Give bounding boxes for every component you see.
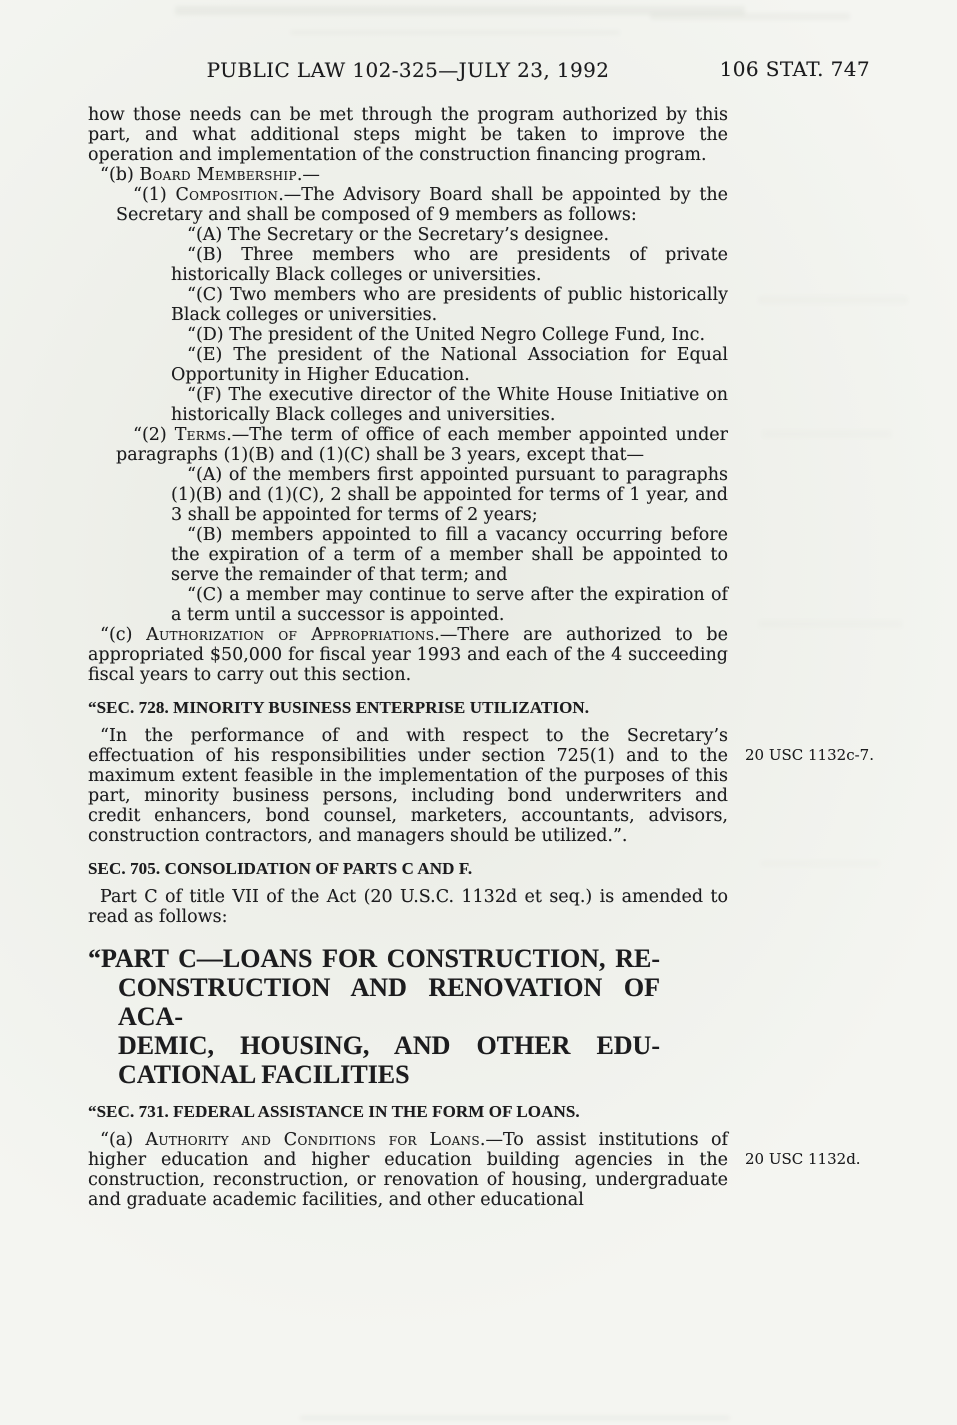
page-content: [88, 58, 728, 1210]
paragraph: [88, 105, 728, 165]
text-segment: “(F) The executive director of the White House Initiative on historically Black colleges and universities.: [171, 385, 728, 425]
scan-artifact: [175, 6, 745, 15]
paragraph: [171, 585, 728, 625]
text-segment: Part C of title VII of the Act (20 U.S.C. 1132d et seq.) is amended to read as follows:: [88, 887, 728, 927]
text-segment: .—The term of office of each member appointed under paragraphs (1)(B) and (1)(C) shall be 3 years, except that—: [116, 425, 728, 465]
text-segment: “SEC. 728. MINORITY BUSINESS ENTERPRISE UTILIZATION.: [88, 698, 590, 717]
statute-page-number: 106 STAT. 747: [719, 57, 870, 81]
section-heading: [88, 698, 728, 718]
text-segment: .—There are authorized to be appropriated $50,000 for fiscal year 1993 and each of the 4 succeeding fiscal years to carry out this section.: [88, 625, 728, 685]
text-segment: “(B) Three members who are presidents of private historically Black colleges or universities.: [171, 245, 728, 285]
part-heading-line: “PART C—LOANS FOR CONSTRUCTION, RE-: [88, 944, 660, 973]
paragraph: [171, 465, 728, 525]
scan-artifact: [758, 620, 903, 628]
text-segment: “(2): [133, 425, 175, 445]
paragraph: [88, 1130, 728, 1210]
text-segment: Composition: [175, 185, 279, 205]
text-segment: “SEC. 731. FEDERAL ASSISTANCE IN THE FORM OF LOANS.: [88, 1102, 580, 1121]
paragraph: [171, 345, 728, 385]
text-segment: “(A) of the members first appointed pursuant to paragraphs (1)(B) and (1)(C), 2 shall be appointed for terms of 1 year, and 3 shall be appointed for terms of 2 years;: [171, 465, 728, 525]
text-segment: .—To assist institutions of higher education and higher education building agencies in the construction, reconstruction, or renovation of housing, undergraduate and graduate academic facilities, and other educational: [88, 1130, 728, 1210]
paragraph: [116, 425, 728, 465]
text-segment: Authorization of Appropriations: [146, 625, 435, 645]
text-segment: Board Membership: [139, 165, 297, 185]
margin-note: 20 USC 1132c-7.: [745, 746, 874, 764]
scan-artifact: [300, 1416, 730, 1420]
part-heading-line: CONSTRUCTION AND RENOVATION OF ACA-: [118, 973, 660, 1031]
paragraph: [88, 625, 728, 685]
paragraph: [171, 245, 728, 285]
part-heading-line: CATIONAL FACILITIES: [118, 1060, 410, 1089]
text-segment: .—The Advisory Board shall be appointed by the Secretary and shall be composed of 9 members as follows:: [116, 185, 728, 225]
scan-artifact: [762, 430, 892, 438]
paragraph: [171, 225, 728, 245]
paragraph: [116, 185, 728, 225]
text-segment: “(D) The president of the United Negro College Fund, Inc.: [187, 325, 706, 345]
section-heading: [88, 1102, 728, 1122]
public-law-header: PUBLIC LAW 102-325—JULY 23, 1992: [206, 58, 610, 82]
text-segment: “In the performance of and with respect to the Secretary’s effectuation of his responsibilities under section 725(1) and to the maximum extent feasible in the implementation of the purposes of this part, minority business persons, including bond underwriters and credit enhancers, bond counsel, marketers, accountants, advisors, construction contractors, and managers should be utilized.”.: [88, 726, 728, 846]
part-heading-line: DEMIC, HOUSING, AND OTHER EDU-: [118, 1031, 660, 1060]
paragraph: [171, 385, 728, 425]
text-segment: “(C) Two members who are presidents of public historically Black colleges or universities.: [171, 285, 728, 325]
paragraph: [88, 165, 728, 185]
paragraph: [88, 887, 728, 927]
text-segment: “(C) a member may continue to serve after the expiration of a term until a successor is appointed.: [171, 585, 728, 625]
page-header: [88, 58, 728, 82]
scan-artifact: [758, 296, 908, 304]
paragraph: [88, 726, 728, 846]
document-body: [88, 105, 728, 1210]
scan-artifact: [290, 30, 620, 35]
section-heading: [88, 859, 728, 879]
text-segment: “(c): [100, 625, 147, 645]
text-segment: Authority and Conditions for Loans: [145, 1130, 480, 1150]
text-segment: Terms: [174, 425, 227, 445]
text-segment: “(E) The president of the National Association for Equal Opportunity in Higher Education.: [171, 345, 728, 385]
text-segment: .—: [296, 165, 320, 185]
text-segment: “(B) members appointed to fill a vacancy occurring before the expiration of a term of a member shall be appointed to serve the remainder of that term; and: [171, 525, 728, 585]
text-segment: “(1): [133, 185, 176, 205]
text-segment: SEC. 705. CONSOLIDATION OF PARTS C AND F.: [88, 859, 473, 878]
margin-note: 20 USC 1132d.: [745, 1150, 861, 1168]
part-heading: [88, 944, 660, 1089]
scan-artifact: [650, 13, 850, 20]
text-segment: “(a): [100, 1130, 146, 1150]
paragraph: [171, 285, 728, 325]
text-segment: how those needs can be met through the program authorized by this part, and what additional steps might be taken to improve the operation and implementation of the construction financing program.: [88, 105, 728, 165]
scan-artifact: [760, 860, 880, 867]
text-segment: “(A) The Secretary or the Secretary’s designee.: [187, 225, 610, 245]
paragraph: [171, 525, 728, 585]
paragraph: [171, 325, 728, 345]
text-segment: “(b): [100, 165, 140, 185]
